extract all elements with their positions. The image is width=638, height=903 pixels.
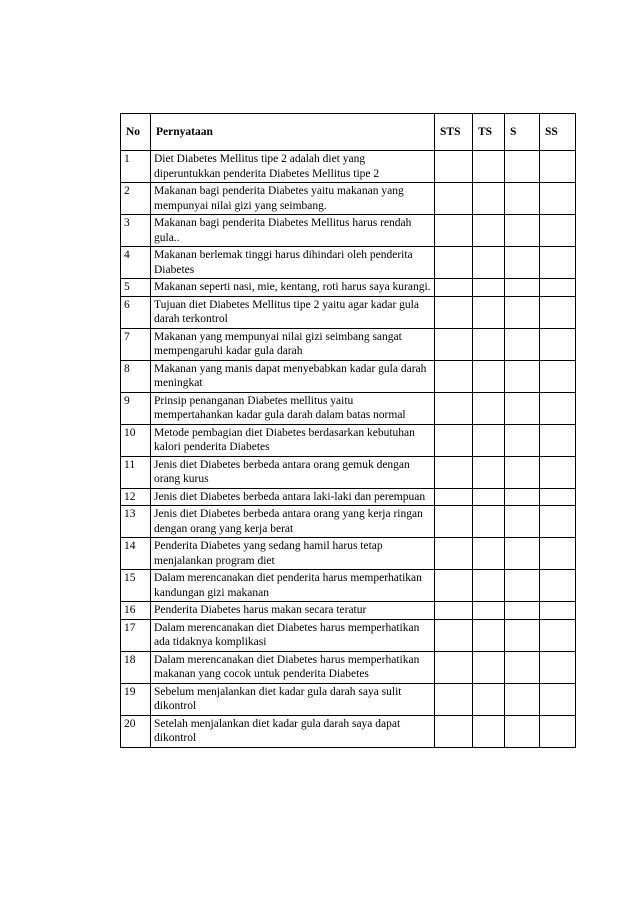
answer-cell-s[interactable] bbox=[505, 488, 540, 506]
table-row bbox=[121, 715, 576, 747]
row-number: 5 bbox=[121, 279, 151, 297]
answer-cell-ts[interactable] bbox=[473, 183, 505, 215]
answer-cell-s[interactable] bbox=[505, 570, 540, 602]
row-statement: Setelah menjalankan diet kadar gula darah saya dapat dikontrol bbox=[151, 715, 435, 747]
answer-cell-s[interactable] bbox=[505, 651, 540, 683]
answer-cell-s[interactable] bbox=[505, 215, 540, 247]
answer-cell-ss[interactable] bbox=[540, 619, 576, 651]
header-row bbox=[121, 114, 576, 151]
answer-cell-ss[interactable] bbox=[540, 488, 576, 506]
answer-cell-s[interactable] bbox=[505, 183, 540, 215]
header-sts: STS bbox=[435, 114, 473, 151]
answer-cell-ts[interactable] bbox=[473, 392, 505, 424]
row-number: 16 bbox=[121, 602, 151, 620]
header-statement: Pernyataan bbox=[151, 114, 435, 151]
table-row bbox=[121, 247, 576, 279]
table-row bbox=[121, 215, 576, 247]
row-number: 4 bbox=[121, 247, 151, 279]
row-statement: Tujuan diet Diabetes Mellitus tipe 2 yaitu agar kadar gula darah terkontrol bbox=[151, 296, 435, 328]
row-statement: Sebelum menjalankan diet kadar gula darah saya sulit dikontrol bbox=[151, 683, 435, 715]
row-statement: Penderita Diabetes yang sedang hamil harus tetap menjalankan program diet bbox=[151, 538, 435, 570]
row-statement: Dalam merencanakan diet Diabetes harus memperhatikan ada tidaknya komplikasi bbox=[151, 619, 435, 651]
row-number: 6 bbox=[121, 296, 151, 328]
answer-cell-ss[interactable] bbox=[540, 538, 576, 570]
answer-cell-sts[interactable] bbox=[435, 619, 473, 651]
answer-cell-ss[interactable] bbox=[540, 296, 576, 328]
table-row bbox=[121, 151, 576, 183]
answer-cell-ss[interactable] bbox=[540, 247, 576, 279]
row-statement: Makanan berlemak tinggi harus dihindari oleh penderita Diabetes bbox=[151, 247, 435, 279]
table-row bbox=[121, 488, 576, 506]
answer-cell-sts[interactable] bbox=[435, 570, 473, 602]
answer-cell-ts[interactable] bbox=[473, 602, 505, 620]
answer-cell-sts[interactable] bbox=[435, 683, 473, 715]
table-row bbox=[121, 296, 576, 328]
answer-cell-s[interactable] bbox=[505, 279, 540, 297]
row-number: 11 bbox=[121, 456, 151, 488]
answer-cell-ts[interactable] bbox=[473, 328, 505, 360]
row-number: 14 bbox=[121, 538, 151, 570]
table-row bbox=[121, 424, 576, 456]
row-number: 9 bbox=[121, 392, 151, 424]
answer-cell-ts[interactable] bbox=[473, 360, 505, 392]
answer-cell-s[interactable] bbox=[505, 456, 540, 488]
row-statement: Makanan bagi penderita Diabetes yaitu makanan yang mempunyai nilai gizi yang seimbang. bbox=[151, 183, 435, 215]
answer-cell-s[interactable] bbox=[505, 715, 540, 747]
answer-cell-sts[interactable] bbox=[435, 392, 473, 424]
questionnaire-table bbox=[120, 113, 576, 748]
answer-cell-ts[interactable] bbox=[473, 296, 505, 328]
row-statement: Diet Diabetes Mellitus tipe 2 adalah diet yang diperuntukkan penderita Diabetes Mellitus tipe 2 bbox=[151, 151, 435, 183]
row-statement: Jenis diet Diabetes berbeda antara laki-laki dan perempuan bbox=[151, 488, 435, 506]
answer-cell-ss[interactable] bbox=[540, 506, 576, 538]
row-statement: Makanan yang manis dapat menyebabkan kadar gula darah meningkat bbox=[151, 360, 435, 392]
header-ts: TS bbox=[473, 114, 505, 151]
header-no: No bbox=[121, 114, 151, 151]
table-row bbox=[121, 506, 576, 538]
answer-cell-ts[interactable] bbox=[473, 488, 505, 506]
table-row bbox=[121, 392, 576, 424]
answer-cell-sts[interactable] bbox=[435, 328, 473, 360]
answer-cell-s[interactable] bbox=[505, 602, 540, 620]
row-statement: Dalam merencanakan diet penderita harus memperhatikan kandungan gizi makanan bbox=[151, 570, 435, 602]
table-row bbox=[121, 538, 576, 570]
answer-cell-s[interactable] bbox=[505, 247, 540, 279]
answer-cell-s[interactable] bbox=[505, 683, 540, 715]
answer-cell-ss[interactable] bbox=[540, 424, 576, 456]
row-number: 7 bbox=[121, 328, 151, 360]
answer-cell-sts[interactable] bbox=[435, 279, 473, 297]
answer-cell-ss[interactable] bbox=[540, 360, 576, 392]
answer-cell-sts[interactable] bbox=[435, 456, 473, 488]
row-statement: Makanan seperti nasi, mie, kentang, roti harus saya kurangi. bbox=[151, 279, 435, 297]
answer-cell-s[interactable] bbox=[505, 424, 540, 456]
table-row bbox=[121, 619, 576, 651]
row-statement: Metode pembagian diet Diabetes berdasarkan kebutuhan kalori penderita Diabetes bbox=[151, 424, 435, 456]
answer-cell-sts[interactable] bbox=[435, 183, 473, 215]
row-number: 19 bbox=[121, 683, 151, 715]
row-statement: Penderita Diabetes harus makan secara teratur bbox=[151, 602, 435, 620]
answer-cell-ss[interactable] bbox=[540, 683, 576, 715]
row-number: 3 bbox=[121, 215, 151, 247]
row-statement: Jenis diet Diabetes berbeda antara orang yang kerja ringan dengan orang yang kerja berat bbox=[151, 506, 435, 538]
answer-cell-ts[interactable] bbox=[473, 279, 505, 297]
table-row bbox=[121, 602, 576, 620]
row-number: 20 bbox=[121, 715, 151, 747]
answer-cell-ss[interactable] bbox=[540, 392, 576, 424]
answer-cell-ts[interactable] bbox=[473, 456, 505, 488]
answer-cell-ss[interactable] bbox=[540, 183, 576, 215]
answer-cell-ss[interactable] bbox=[540, 456, 576, 488]
row-statement: Prinsip penanganan Diabetes mellitus yaitu mempertahankan kadar gula darah dalam batas normal bbox=[151, 392, 435, 424]
answer-cell-s[interactable] bbox=[505, 392, 540, 424]
answer-cell-ss[interactable] bbox=[540, 570, 576, 602]
answer-cell-sts[interactable] bbox=[435, 360, 473, 392]
table-row bbox=[121, 328, 576, 360]
row-statement: Makanan yang mempunyai nilai gizi seimbang sangat mempengaruhi kadar gula darah bbox=[151, 328, 435, 360]
header-s: S bbox=[505, 114, 540, 151]
answer-cell-ts[interactable] bbox=[473, 506, 505, 538]
answer-cell-sts[interactable] bbox=[435, 651, 473, 683]
row-number: 2 bbox=[121, 183, 151, 215]
answer-cell-sts[interactable] bbox=[435, 424, 473, 456]
answer-cell-ss[interactable] bbox=[540, 328, 576, 360]
table-body bbox=[121, 151, 576, 748]
row-number: 1 bbox=[121, 151, 151, 183]
answer-cell-sts[interactable] bbox=[435, 215, 473, 247]
answer-cell-ss[interactable] bbox=[540, 279, 576, 297]
answer-cell-s[interactable] bbox=[505, 506, 540, 538]
answer-cell-ts[interactable] bbox=[473, 538, 505, 570]
answer-cell-ts[interactable] bbox=[473, 683, 505, 715]
answer-cell-sts[interactable] bbox=[435, 296, 473, 328]
row-number: 8 bbox=[121, 360, 151, 392]
answer-cell-s[interactable] bbox=[505, 151, 540, 183]
answer-cell-ts[interactable] bbox=[473, 151, 505, 183]
row-number: 10 bbox=[121, 424, 151, 456]
answer-cell-ss[interactable] bbox=[540, 215, 576, 247]
answer-cell-ts[interactable] bbox=[473, 651, 505, 683]
answer-cell-s[interactable] bbox=[505, 538, 540, 570]
table-row bbox=[121, 570, 576, 602]
row-number: 13 bbox=[121, 506, 151, 538]
answer-cell-s[interactable] bbox=[505, 296, 540, 328]
answer-cell-sts[interactable] bbox=[435, 602, 473, 620]
row-number: 12 bbox=[121, 488, 151, 506]
answer-cell-ts[interactable] bbox=[473, 715, 505, 747]
table-row bbox=[121, 183, 576, 215]
row-statement: Dalam merencanakan diet Diabetes harus memperhatikan makanan yang cocok untuk penderita Diabetes bbox=[151, 651, 435, 683]
row-number: 17 bbox=[121, 619, 151, 651]
row-statement: Makanan bagi penderita Diabetes Mellitus harus rendah gula.. bbox=[151, 215, 435, 247]
answer-cell-ts[interactable] bbox=[473, 247, 505, 279]
answer-cell-ts[interactable] bbox=[473, 215, 505, 247]
table-row bbox=[121, 683, 576, 715]
answer-cell-ts[interactable] bbox=[473, 570, 505, 602]
answer-cell-ts[interactable] bbox=[473, 424, 505, 456]
header-ss: SS bbox=[540, 114, 576, 151]
answer-cell-sts[interactable] bbox=[435, 247, 473, 279]
table-row bbox=[121, 279, 576, 297]
answer-cell-sts[interactable] bbox=[435, 488, 473, 506]
answer-cell-ss[interactable] bbox=[540, 151, 576, 183]
row-number: 18 bbox=[121, 651, 151, 683]
answer-cell-ss[interactable] bbox=[540, 651, 576, 683]
answer-cell-ss[interactable] bbox=[540, 715, 576, 747]
row-statement: Jenis diet Diabetes berbeda antara orang gemuk dengan orang kurus bbox=[151, 456, 435, 488]
answer-cell-sts[interactable] bbox=[435, 715, 473, 747]
row-number: 15 bbox=[121, 570, 151, 602]
answer-cell-sts[interactable] bbox=[435, 151, 473, 183]
answer-cell-sts[interactable] bbox=[435, 506, 473, 538]
answer-cell-s[interactable] bbox=[505, 619, 540, 651]
answer-cell-ss[interactable] bbox=[540, 602, 576, 620]
table-row bbox=[121, 360, 576, 392]
answer-cell-s[interactable] bbox=[505, 360, 540, 392]
answer-cell-s[interactable] bbox=[505, 328, 540, 360]
answer-cell-ts[interactable] bbox=[473, 619, 505, 651]
answer-cell-sts[interactable] bbox=[435, 538, 473, 570]
table-row bbox=[121, 456, 576, 488]
table-row bbox=[121, 651, 576, 683]
